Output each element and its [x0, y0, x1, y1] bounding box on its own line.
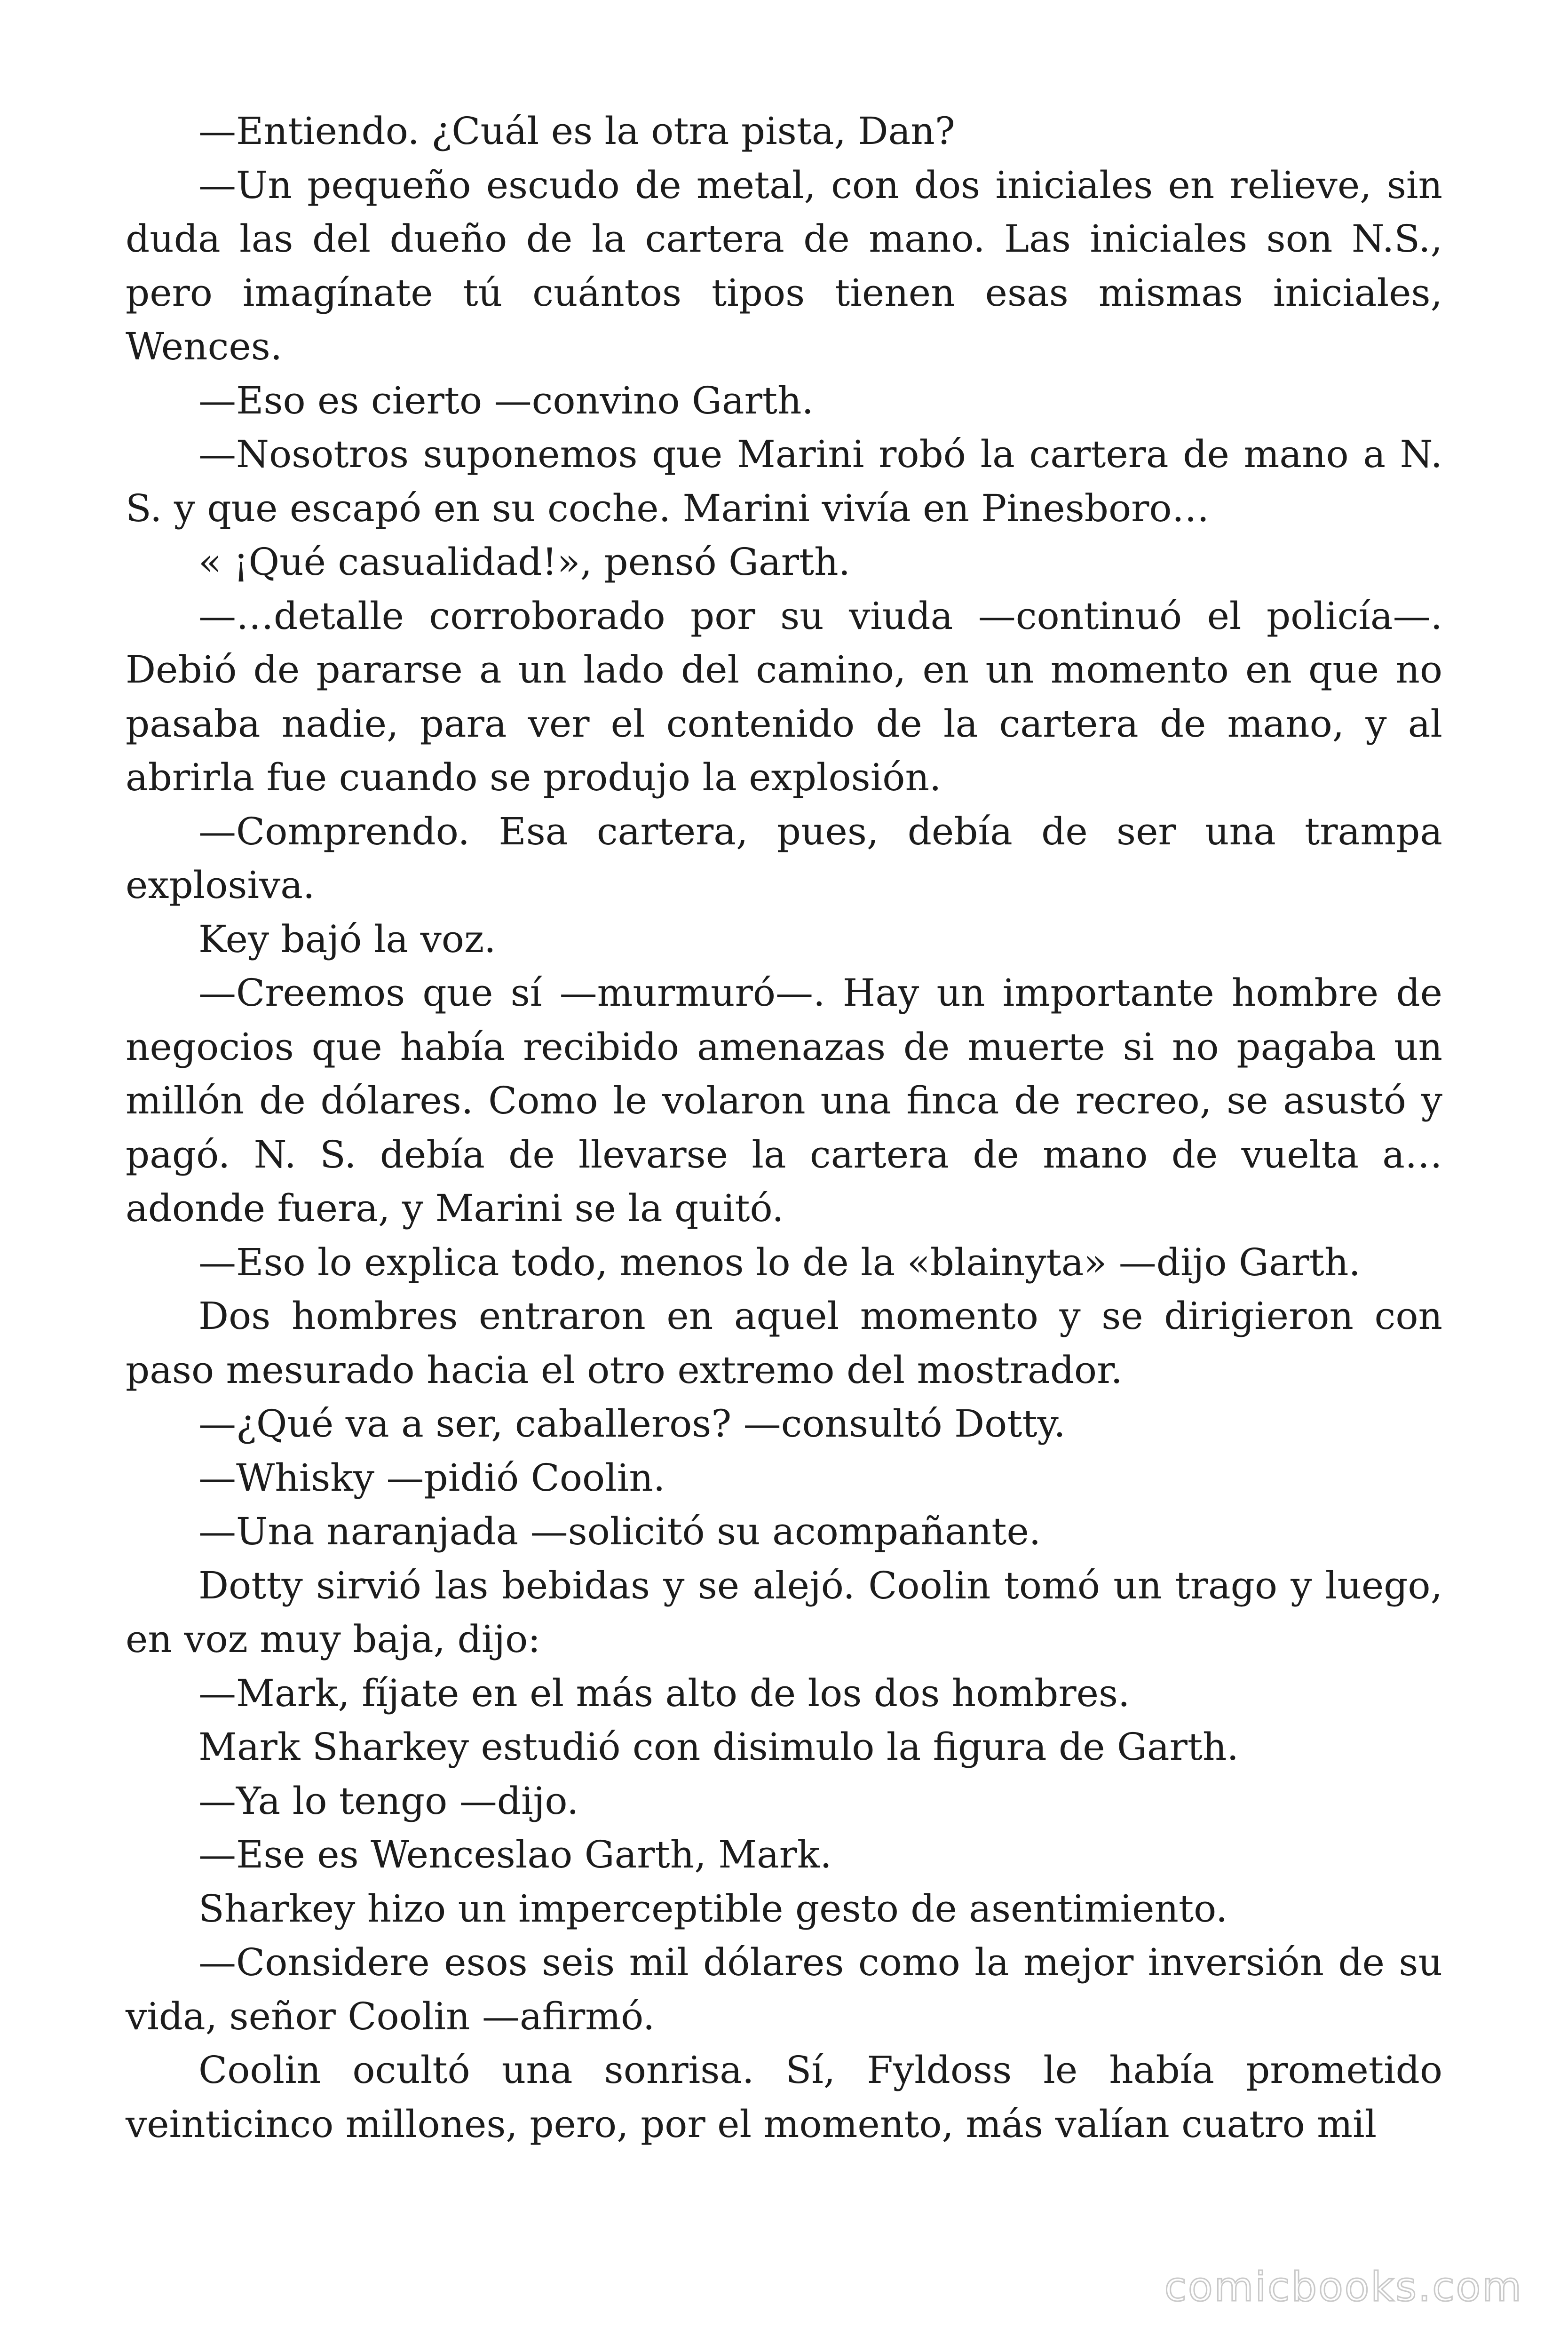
- paragraph: —…detalle corroborado por su viuda —continuó el policía—. Debió de pararse a un lado del camino, en un momento en que no pasaba nadie, para ver el contenido de la cartera de mano, y al abrirla fue cuando se produjo la explosión.: [126, 594, 1442, 799]
- paragraph: —Comprendo. Esa cartera, pues, debía de ser una trampa explosiva.: [126, 809, 1442, 907]
- paragraph: —¿Qué va a ser, caballeros? —consultó Dotty.: [198, 1402, 1066, 1446]
- paragraph: Dos hombres entraron en aquel momento y se dirigieron con paso mesurado hacia el otro extremo del mostrador.: [126, 1294, 1442, 1392]
- paragraph: —Ya lo tengo —dijo.: [198, 1779, 579, 1823]
- paragraph: Coolin ocultó una sonrisa. Sí, Fyldoss le había prometido veinticinco millones, pero, por el momento, más valían cuatro mil: [126, 2048, 1442, 2146]
- paragraph: —Creemos que sí —murmuró—. Hay un importante hombre de negocios que había recibido amenazas de muerte si no pagaba un millón de dólares. Como le volaron una finca de recreo, se asustó y pagó. N. S. debía de llevarse la cartera de mano de vuelta a… adonde fuera, y Marini se la quitó.: [126, 971, 1442, 1230]
- paragraph: —Eso lo explica todo, menos lo de la «blainyta» —dijo Garth.: [198, 1240, 1361, 1284]
- paragraph: —Una naranjada —solicitó su acompañante.: [198, 1510, 1041, 1553]
- paragraph: —Entiendo. ¿Cuál es la otra pista, Dan?: [198, 109, 955, 153]
- body-text: [126, 104, 1442, 2151]
- paragraph: —Un pequeño escudo de metal, con dos iniciales en relieve, sin duda las del dueño de la cartera de mano. Las iniciales son N.S., pero imagínate tú cuántos tipos tienen esas mismas iniciales, Wences.: [126, 163, 1442, 368]
- paragraph: « ¡Qué casualidad!», pensó Garth.: [198, 540, 851, 584]
- paragraph: —Mark, fíjate en el más alto de los dos hombres.: [198, 1671, 1130, 1715]
- paragraph: —Nosotros suponemos que Marini robó la cartera de mano a N. S. y que escapó en su coche. Marini vivía en Pinesboro…: [126, 432, 1442, 530]
- paragraph: Sharkey hizo un imperceptible gesto de asentimiento.: [198, 1886, 1228, 1931]
- paragraph: Dotty sirvió las bebidas y se alejó. Coolin tomó un trago y luego, en voz muy baja, dijo:: [126, 1563, 1442, 1661]
- watermark: comicbooks.com: [1164, 2264, 1523, 2311]
- paragraph: Key bajó la voz.: [198, 917, 496, 961]
- paragraph: —Ese es Wenceslao Garth, Mark.: [198, 1833, 832, 1876]
- paragraph: —Eso es cierto —convino Garth.: [198, 378, 814, 422]
- paragraph: —Whisky —pidió Coolin.: [198, 1455, 665, 1500]
- paragraph: Mark Sharkey estudió con disimulo la figura de Garth.: [198, 1725, 1239, 1769]
- paragraph: —Considere esos seis mil dólares como la mejor inversión de su vida, señor Coolin —afirmó.: [126, 1940, 1442, 2038]
